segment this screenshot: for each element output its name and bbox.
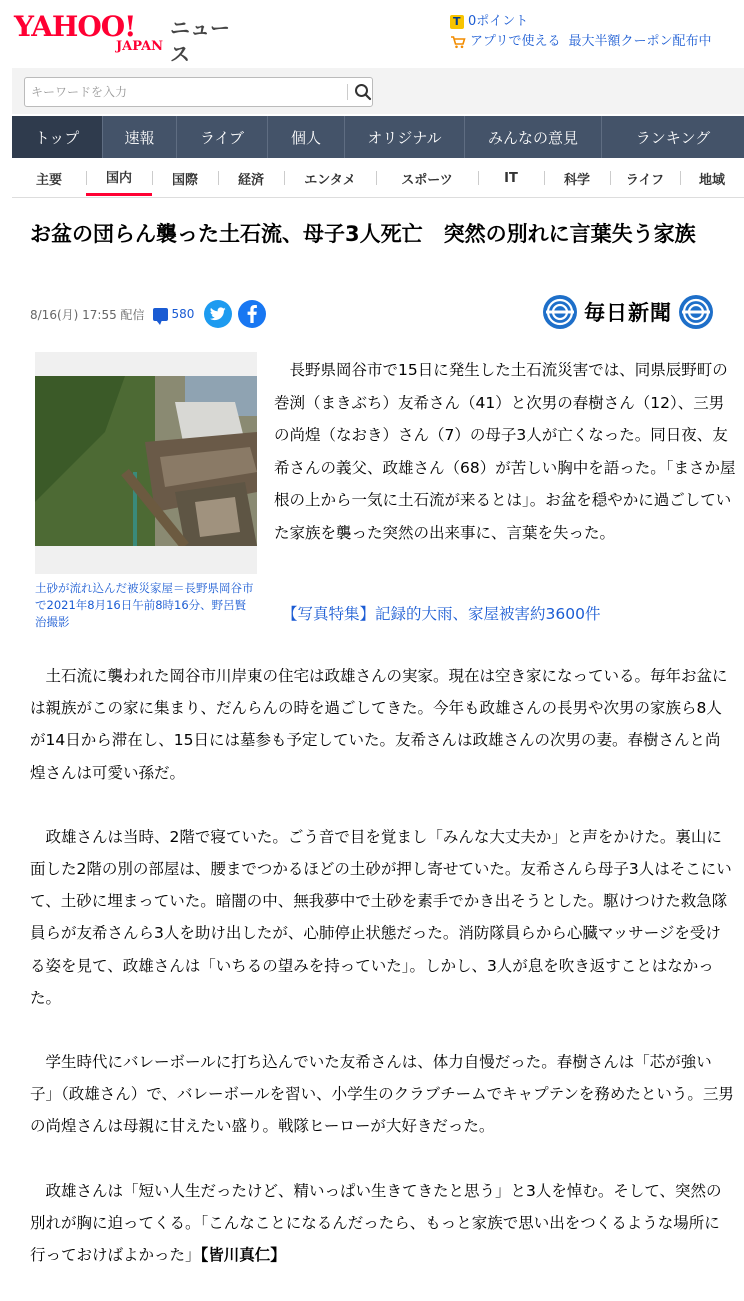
category-main[interactable]: 主要 [35,172,62,188]
mainichi-emblem-icon [678,294,714,330]
search-input[interactable] [31,81,331,103]
points-text: 0ポイント [468,14,529,29]
category-domestic[interactable]: 国内 [86,160,152,196]
coupon-text: 最大半額クーポン配布中 [568,34,712,49]
logo-yahoo: YAHOO! [14,10,136,43]
article-title: お盆の団らん襲った土石流、母子3人死亡 突然の別れに言葉失う家族 [30,222,696,246]
category-nav [12,160,744,198]
facebook-share-button[interactable] [238,300,266,328]
category-local[interactable]: 地域 [680,160,744,196]
category-entertainment[interactable]: エンタメ [284,160,376,196]
search-divider [347,84,348,100]
points-link[interactable] [450,12,712,32]
nav-top[interactable]: トップ [12,116,103,158]
coupon-prefix: アプリで使える [470,34,561,49]
twitter-icon [210,307,226,321]
lead-text: 長野県岡谷市で15日に発生した土石流災害では、同県辰野町の巻渕（まきぶち）友希さん（41）と次男の春樹さん（12）、三男の尚煌（なおき）さん（7）の母子3人が亡くなった。同日夜、友希さんの義父、政雄さん（68）が苦しい胸中を語った。「まさか屋根の上から一気に土石流が来るとは」。お盆を穏やかに過ごしていた家族を襲った突然の出来事に、言葉を失った。 [274,361,736,542]
category-economy[interactable]: 経済 [218,160,284,196]
mainichi-emblem-icon [542,294,578,330]
category-life[interactable]: ライフ [610,160,680,196]
byline: 【皆川真仁】 [200,1246,286,1265]
main-nav [12,116,744,158]
category-it[interactable]: IT [478,160,544,196]
t-point-icon [450,15,464,29]
nav-original[interactable]: オリジナル [345,116,465,158]
search-bar [12,68,744,114]
logo-news: ニュース [170,16,230,66]
comment-count[interactable]: 580 [171,307,195,321]
comment-icon[interactable] [153,308,168,321]
search-box [24,77,373,107]
body-paragraph: 政雄さんは当時、2階で寝ていた。ごう音で目を覚まし「みんな大丈夫か」と声をかけた。裏山に面した2階の別の部屋は、腰までつかるほどの土砂が押し寄せていた。友希さんら母子3人はそこにいて、土砂に埋まっていた。暗闇の中、無我夢中で土砂を素手でかき出そうとした。駆けつけた救急隊員らが友希さんら3人を助け出したが、心肺停止状態だった。消防隊員らから心臓マッサージを受ける姿を見て、政雄さんは「いちるの望みを持っていた」。しかし、3人が息を吹き返すことはなかった。 [30,827,732,1007]
coupon-link[interactable] [450,32,712,52]
publisher-logo[interactable] [542,292,736,332]
article-body [30,660,734,1271]
article-photo[interactable] [35,352,257,574]
photo-caption: 土砂が流れ込んだ被災家屋＝長野県岡谷市で2021年8月16日午前8時16分、野呂賢治撮影 [35,581,254,629]
photo-feature-link[interactable]: 【写真特集】記録的大雨、家屋被害約3600件 [282,605,601,623]
cart-icon [450,35,466,49]
nav-live[interactable]: ライブ [177,116,268,158]
site-header [0,0,744,68]
category-science[interactable]: 科学 [544,160,610,196]
nav-ranking[interactable]: ランキング [635,128,711,147]
lead-paragraph [274,354,736,549]
body-paragraph: 学生時代にバレーボールに打ち込んでいた友希さんは、体力自慢だった。春樹さんは「芯が強い子」（政雄さん）で、バレーボールを習い、小学生のクラブチームでキャプテンを務めたという。三男の尚煌さんは母親に甘えたい盛り。戦隊ヒーローが大好きだった。 [30,1053,734,1136]
article-meta [30,300,272,328]
yahoo-news-logo[interactable] [14,10,244,66]
body-paragraph-text: 政雄さんは「短い人生だったけど、精いっぱい生きてきたと思う」と3人を悼む。そして、突然の別れが胸に迫ってくる。「こんなことになるんだったら、もっと家族で思い出をつくるような場所に行っておけばよかった」 [30,1181,722,1265]
body-paragraph: 土石流に襲われた岡谷市川岸東の住宅は政雄さんの実家。現在は空き家になっている。毎年お盆には親族がこの家に集まり、だんらんの時を過ごしてきた。今年も政雄さんの長男や次男の家族ら8人が14日から滞在し、15日には墓参も予定していた。友希さんは政雄さんの次男の妻。春樹さんと尚煌さんは可愛い孫だ。 [30,667,728,782]
body-paragraph-last [30,1175,734,1272]
nav-breaking[interactable]: 速報 [103,116,177,158]
nav-individual[interactable]: 個人 [268,116,345,158]
header-links [450,12,712,52]
publish-date: 8/16(月) 17:55 配信 [30,307,145,322]
twitter-share-button[interactable] [204,300,232,328]
category-international[interactable]: 国際 [152,160,218,196]
nav-opinions[interactable]: みんなの意見 [465,116,602,158]
search-icon[interactable] [353,81,373,103]
facebook-icon [246,305,258,323]
logo-japan: JAPAN [116,39,164,54]
category-sports[interactable]: スポーツ [376,160,478,196]
publisher-name: 毎日新聞 [584,300,672,325]
